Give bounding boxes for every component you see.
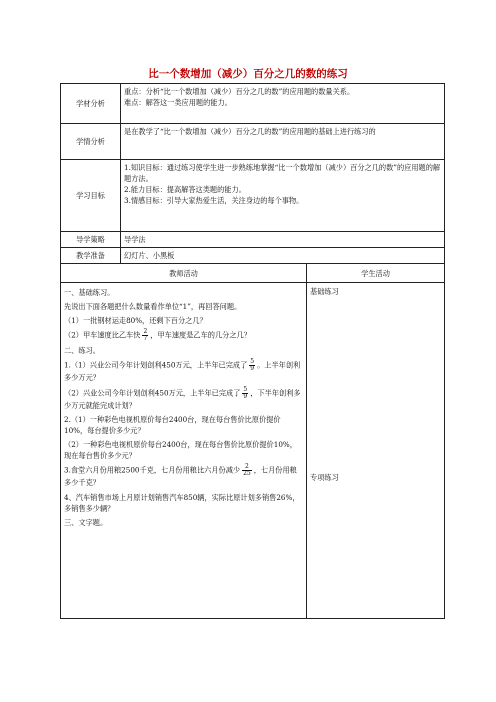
situation-label: 学情分析 [61, 124, 121, 160]
fraction-numerator: 5 [243, 385, 248, 393]
table-row [61, 283, 445, 619]
question: （2）一种彩色电视机原价每台2400台，现在每台售价比原价提价10%，现在每台售价多少元？ [64, 440, 297, 461]
section-heading: 二、练习。 [64, 346, 100, 356]
teacher-activity-content [61, 283, 307, 619]
strategy-label: 导学策略 [61, 232, 121, 248]
lesson-plan-table [60, 83, 445, 619]
table-row [61, 232, 445, 248]
fraction [249, 359, 255, 372]
goal-item: 1.知识目标：通过练习使学生进一步熟练地掌握“比一个数增加（减少）百分之几的数”的应用题的解题方法。 [124, 163, 441, 184]
question [64, 385, 303, 412]
question: （1）一批钢材运走80%，还剩下百分之几？ [64, 316, 207, 326]
goals-content [121, 160, 445, 232]
page-title: 比一个数增加（减少）百分之几的数的练习 [148, 68, 348, 80]
table-row [61, 84, 445, 124]
question-text: ，七月份用粮多少千克？ [64, 465, 297, 488]
fraction-denominator: 25 [243, 470, 251, 478]
instruction: 先说出下面各题把什么数量看作单位“1”，再回答问题。 [64, 301, 242, 311]
question [64, 463, 303, 490]
question-text: ，甲车速度是乙车的几分之几？ [150, 330, 251, 340]
question-text: 3.食堂六月份用粮2500千克，七月份用粮比六月份减少 [64, 465, 241, 475]
analysis-line: 难点：解答这一类应用题的能力。 [124, 98, 232, 108]
table-row [61, 160, 445, 232]
fraction-numerator: 5 [250, 358, 255, 366]
prep-label: 教学准备 [61, 248, 121, 264]
table-row [61, 264, 445, 283]
table-row [61, 124, 445, 160]
question-text: 1.（1）兴业公司今年计划创利450万元，上半年已完成了 [64, 360, 248, 370]
section-heading: 一、基础练习。 [64, 287, 115, 297]
fraction-numerator: 2 [143, 328, 148, 336]
fraction-numerator: 2 [242, 464, 252, 471]
student-activity-item: 基础练习 [310, 287, 339, 297]
question [64, 328, 303, 344]
question-text: ，下半年创利多少万元就能完成计划？ [64, 388, 301, 410]
student-activity-content [307, 283, 445, 619]
question-text: （2）兴业公司今年计划创利450万元，上半年已完成了 [64, 388, 241, 398]
analysis-label: 学材分析 [61, 84, 121, 124]
goal-item: 3.情感目标：引导大家热爱生活，关注身边的每个事物。 [124, 196, 304, 206]
teacher-activity-header: 教师活动 [61, 264, 307, 283]
question [64, 358, 303, 385]
question-text: （2）甲车速度比乙车快 [64, 330, 141, 340]
section-heading: 三、文字题。 [64, 517, 108, 527]
question-text: 。上半年创利多少万元？ [64, 360, 301, 383]
student-activity-header: 学生活动 [307, 264, 445, 283]
question: 2.（1）一种彩色电视机原价每台2400台，现在每台售价比原价提价10%，每台提价多少元？ [64, 414, 281, 435]
prep-content: 幻灯片、小黑板 [121, 248, 445, 264]
fraction-denominator: 9 [243, 392, 248, 400]
table-row [61, 248, 445, 264]
question: 4、汽车销售市场上月原计划销售汽车850辆，实际比原计划多销售26%，多销售多少辆？ [64, 492, 300, 513]
situation-content: 是在教学了“比一个数增加（减少）百分之几的数”的应用题的基础上进行练习的 [121, 124, 445, 160]
fraction-denominator: 9 [250, 365, 255, 373]
fraction [142, 329, 148, 342]
fraction [242, 464, 252, 477]
student-activity-item: 专项练习 [310, 473, 339, 483]
goal-item: 2.能力目标：提高解答这类题的能力。 [124, 185, 246, 195]
strategy-content: 导学法 [121, 232, 445, 248]
analysis-line: 重点：分析“比一个数增加（减少）百分之几的数”的应用题的数量关系。 [124, 87, 355, 96]
goals-label: 学习目标 [61, 160, 121, 232]
analysis-content [121, 84, 445, 124]
fraction [242, 387, 248, 400]
fraction-denominator: 7 [143, 335, 148, 343]
